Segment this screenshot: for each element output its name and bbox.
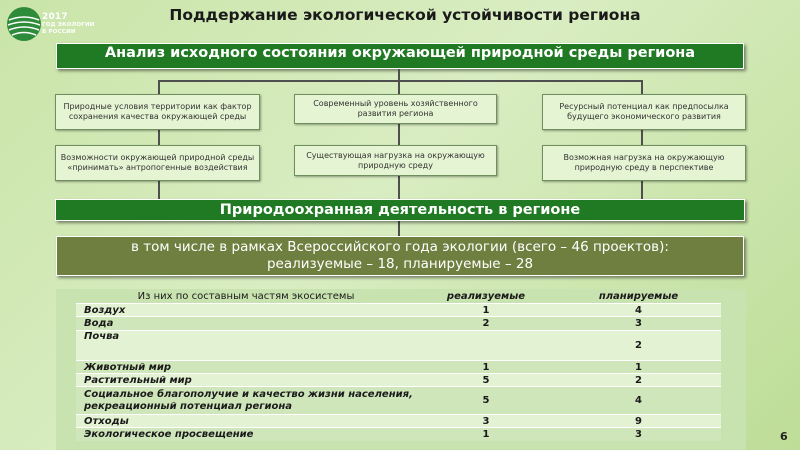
header-planned: планируемые [598, 291, 679, 302]
table-row [76, 374, 721, 387]
logo-text [42, 12, 95, 36]
header-implemented: реализуемые [446, 291, 526, 302]
row-label: Вода [76, 317, 416, 331]
box-economic-level [294, 94, 497, 124]
row-planned: 3 [556, 428, 721, 441]
row-planned: 2 [556, 331, 721, 361]
row-label: Социальное благополучие и качество жизни населения, рекреационный потенциал региона [76, 387, 416, 415]
page-number: 6 [780, 430, 788, 443]
connector-left-r1r2 [158, 130, 160, 145]
row-label: Отходы [76, 415, 416, 428]
row-implemented: 1 [416, 304, 556, 317]
table-row [76, 428, 721, 441]
ecology-year-banner [56, 236, 744, 276]
row-label: Растительный мир [76, 374, 416, 387]
box-natural-conditions-text: Природные условия территории как фактор сохранения качества окружающей среды [63, 102, 252, 121]
row-planned: 4 [556, 387, 721, 415]
header-component: Из них по составным частям экосистемы [137, 291, 355, 302]
table-row [76, 387, 721, 415]
row-label: Животный мир [76, 361, 416, 374]
connector-top-left [158, 80, 160, 94]
row-label: Воздух [76, 304, 416, 317]
table-row [76, 304, 721, 317]
table-row [76, 331, 721, 361]
connector-right-r1r2 [641, 130, 643, 145]
connector-mid-olive [398, 221, 400, 236]
row-label: Почва [76, 331, 416, 361]
table-header-row [76, 290, 721, 304]
row-planned: 3 [556, 317, 721, 331]
box-natural-conditions [55, 94, 260, 130]
box-environment-capacity [55, 145, 260, 181]
box-resource-potential-text: Ресурсный потенциал как предпосылка будущего экономического развития [559, 102, 729, 121]
logo-line2: В РОССИИ [42, 29, 76, 35]
row-implemented: 5 [416, 374, 556, 387]
connector-top-mid [398, 80, 400, 94]
row-planned: 1 [556, 361, 721, 374]
logo-line1: ГОД ЭКОЛОГИИ [42, 22, 95, 28]
row-implemented [416, 331, 556, 361]
box-future-load [542, 145, 746, 181]
environmental-activity-banner: Природоохранная деятельность в регионе [55, 199, 745, 221]
analysis-banner: Анализ исходного состояния окружающей природной среды региона [56, 43, 744, 69]
row-planned: 9 [556, 415, 721, 428]
row-implemented: 2 [416, 317, 556, 331]
row-implemented: 1 [416, 361, 556, 374]
row-implemented: 5 [416, 387, 556, 415]
connector-left-r2mid [158, 181, 160, 199]
connector-top-right [641, 80, 643, 94]
page-title: Поддержание экологической устойчивости региона [169, 6, 641, 24]
logo-year: 2017 [42, 12, 68, 22]
ecology-year-line1: в том числе в рамках Всероссийского года экологии (всего – 46 проектов): [131, 239, 669, 255]
table-row [76, 361, 721, 374]
table-row [76, 415, 721, 428]
connector-mid-r1r2 [398, 124, 400, 145]
box-resource-potential [542, 94, 746, 130]
row-label: Экологическое просвещение [76, 428, 416, 441]
box-environment-capacity-text: Возможности окружающей природной среды «принимать» антропогенные воздействия [60, 153, 255, 172]
row-implemented: 3 [416, 415, 556, 428]
row-planned: 4 [556, 304, 721, 317]
connector-mid-r2mid [398, 176, 400, 199]
box-existing-load [294, 145, 497, 176]
earth-logo-icon [4, 4, 44, 44]
connector-right-r2mid [641, 181, 643, 199]
row-planned: 2 [556, 374, 721, 387]
box-future-load-text: Возможная нагрузка на окружающую природную среду в перспективе [563, 153, 725, 172]
table-row [76, 317, 721, 331]
ecology-year-line2: реализуемые – 18, планируемые – 28 [266, 256, 534, 272]
box-economic-level-text: Современный уровень хозяйственного развития региона [313, 99, 478, 118]
connector-h-top [158, 80, 642, 82]
ecosystem-table [76, 290, 721, 441]
row-implemented: 1 [416, 428, 556, 441]
box-existing-load-text: Существующая нагрузка на окружающую природную среду [306, 150, 485, 170]
